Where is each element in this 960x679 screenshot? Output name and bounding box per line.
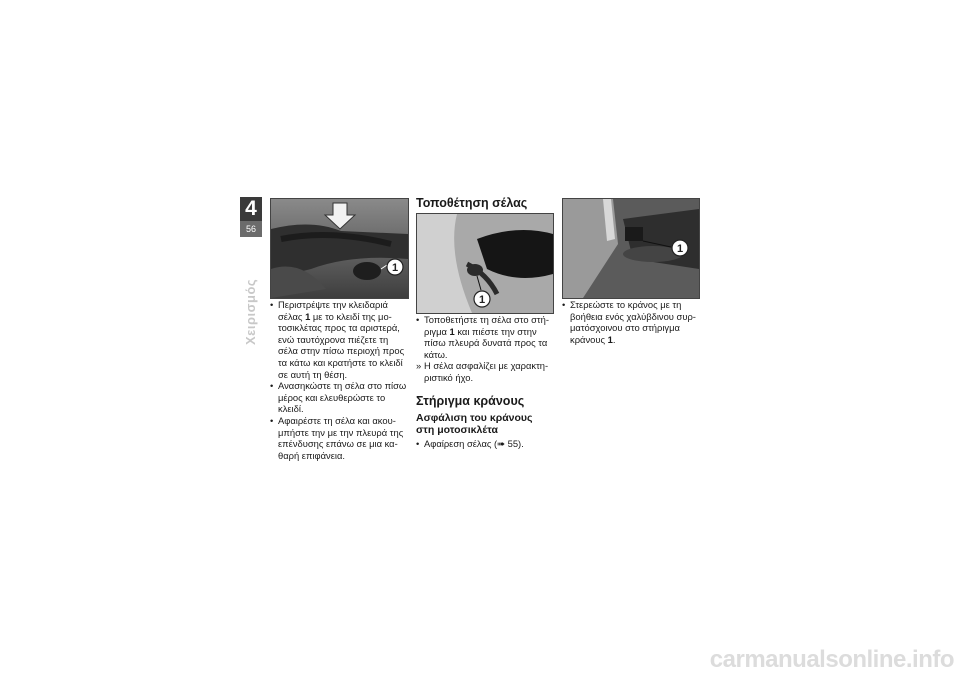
sub-heading: Ασφάλιση του κράνους xyxy=(416,411,533,424)
page-reference-icon: ➠ xyxy=(497,437,505,449)
section-heading: Στήριγμα κράνους xyxy=(416,393,525,408)
result-line: » Η σέλα ασφαλίζει με χαρακτη- ριστικό ήχο. xyxy=(416,360,549,383)
instruction-bullet: • Περιστρέψτε την κλειδαριά σέλας 1 με το κλειδί της μο- τοσικλέτας προς τα αριστερά, ενώ ταυτόχρονα πιέζετε τη σέλα στην πίσω περιοχή προς τα κάτω και κρατήστε το κλειδί σε αυτή τη θέση. xyxy=(270,299,405,380)
callout-1: 1 xyxy=(676,243,684,255)
callout-1: 1 xyxy=(478,294,486,306)
instruction-bullet: • Ανασηκώστε τη σέλα στο πίσω μέρος και ελευθερώστε το κλειδί. xyxy=(270,380,407,415)
instruction-bullet: • Τοποθετήστε τη σέλα στο στή- ριγμα 1 και πιέστε την στην πίσω πλευρά δυνατά προς τα κάτω. xyxy=(416,314,549,360)
page-number: 56 xyxy=(240,221,262,237)
chapter-tab xyxy=(240,197,262,237)
photo-seat-install xyxy=(416,213,554,314)
watermark: carmanualsonline.info xyxy=(709,646,954,673)
sub-heading: στη μοτοσικλέτα xyxy=(416,424,498,437)
section-heading: Τοποθέτηση σέλας xyxy=(416,196,528,210)
photo-seat-lock xyxy=(270,198,409,299)
column-2-text xyxy=(416,314,556,449)
instruction-bullet: • Αφαίρεση σέλας (➠ 55). xyxy=(416,437,524,449)
instruction-bullet: • Στερεώστε το κράνος με τη βοήθεια ενός χαλύβδινου συρ- ματόσχοινου στο στήριγμα κράνους 1. xyxy=(562,299,696,345)
column-2-heading xyxy=(416,196,556,211)
chapter-side-title: Χειρισμός xyxy=(243,278,258,345)
callout-1: 1 xyxy=(391,262,399,274)
instruction-bullet: • Αφαιρέστε τη σέλα και ακου- μπήστε την με την πλευρά της επένδυσης επάνω σε μια κα- θαρή επιφάνεια. xyxy=(270,414,404,461)
chapter-number: 4 xyxy=(245,197,257,220)
column-1-text xyxy=(270,299,410,461)
photo-helmet-holder xyxy=(562,198,700,299)
column-3-text xyxy=(562,299,702,345)
